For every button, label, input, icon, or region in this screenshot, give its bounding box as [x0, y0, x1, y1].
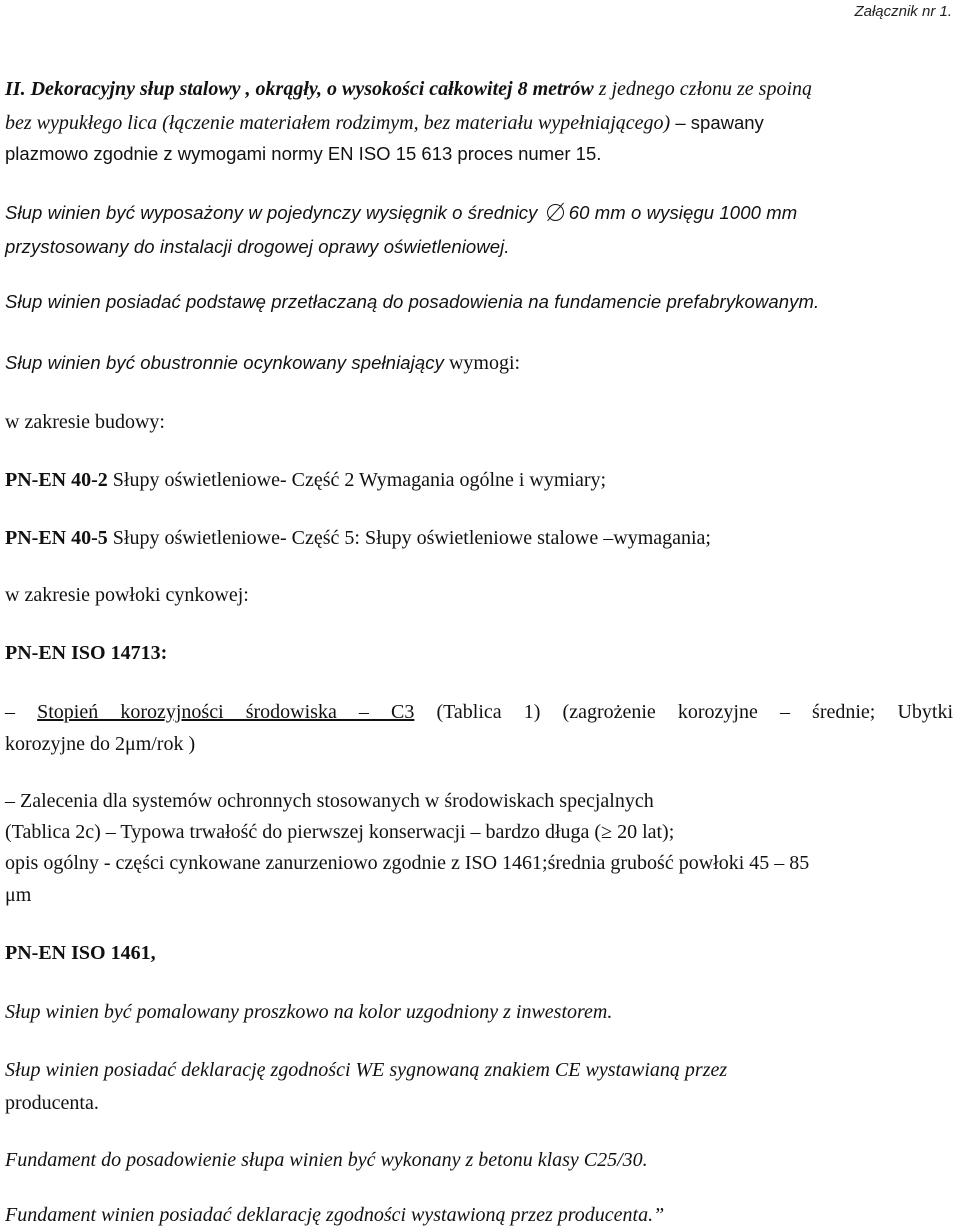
pole-heading-line-3: plazmowo zgodnie z wymogami normy EN ISO 15 613 proces numer 15. [5, 143, 602, 164]
standard-pn-en-40-5: PN-EN 40-5 Słupy oświetleniowe- Część 5: Słupy oświetleniowe stalowe –wymagania; [5, 527, 711, 549]
recommendation-line-2: (Tablica 2c) – Typowa trwałość do pierwszej konserwacji – bardzo długa (≥ 20 lat); [5, 821, 675, 843]
foundation-declaration: Fundament winien posiadać deklarację zgodności wystawioną przez producenta.” [5, 1204, 665, 1226]
pole-heading: II. Dekoracyjny słup stalowy , okrągły, o wysokości całkowitej 8 metrów [5, 78, 594, 100]
recommendation-line-3: opis ogólny - części cynkowane zanurzeniowo zgodnie z ISO 1461;średnia grubość powłoki 45 – 85 [5, 852, 810, 874]
greater-equal-symbol: ≥ [601, 821, 613, 843]
pole-heading-line-2: bez wypukłego lica (łączenie materiałem rodzimym, bez materiału wypełniającego) – spawany [5, 112, 764, 134]
standard-pn-en-40-2: PN-EN 40-2 Słupy oświetleniowe- Część 2 Wymagania ogólne i wymiary; [5, 469, 607, 491]
scope-zinc-coating: w zakresie powłoki cynkowej: [5, 584, 249, 606]
annex-label: Załącznik nr 1. [854, 3, 952, 20]
bracket-line-2: przystosowany do instalacji drogowej oprawy oświetleniowej. [5, 236, 510, 257]
paint-paragraph: Słup winien być pomalowany proszkowo na kolor uzgodniony z inwestorem. [5, 1001, 613, 1023]
environment-line-1: – Stopień korozyjności środowiska – C3 (Tablica 1) (zagrożenie korozyjne – średnie; Ubytki [5, 701, 954, 723]
recommendation-line-4: μm [5, 884, 32, 906]
galvanizing-intro: Słup winien być obustronnie ocynkowany spełniający wymogi: [5, 352, 521, 374]
declaration-line-2: producenta. [5, 1092, 99, 1114]
declaration-line-1: Słup winien posiadać deklarację zgodności WE sygnowaną znakiem CE wystawianą przez [5, 1059, 728, 1081]
pole-heading-line-1: II. Dekoracyjny słup stalowy , okrągły, o wysokości całkowitej 8 metrów z jednego członu ze spoiną [5, 78, 812, 100]
bracket-line-1: Słup winien być wyposażony w pojedynczy wysięgnik o średnicy 60 mm o wysięgu 1000 mm [5, 202, 798, 223]
base-paragraph: Słup winien posiadać podstawę przetłaczaną do posadowienia na fundamencie prefabrykowanym. [5, 291, 820, 312]
recommendation-line-1: – Zalecenia dla systemów ochronnych stosowanych w środowiskach specjalnych [5, 790, 654, 812]
environment-line-2: korozyjne do 2μm/rok ) [5, 733, 196, 755]
scope-construction: w zakresie budowy: [5, 411, 165, 433]
foundation-paragraph: Fundament do posadowienie słupa winien być wykonany z betonu klasy C25/30. [5, 1149, 648, 1171]
standard-pn-en-iso-14713: PN-EN ISO 14713: [5, 642, 168, 664]
environment-class: Stopień korozyjności środowiska – C3 [37, 701, 415, 723]
standard-pn-en-iso-1461: PN-EN ISO 1461, [5, 942, 156, 964]
diameter-icon [544, 203, 568, 221]
